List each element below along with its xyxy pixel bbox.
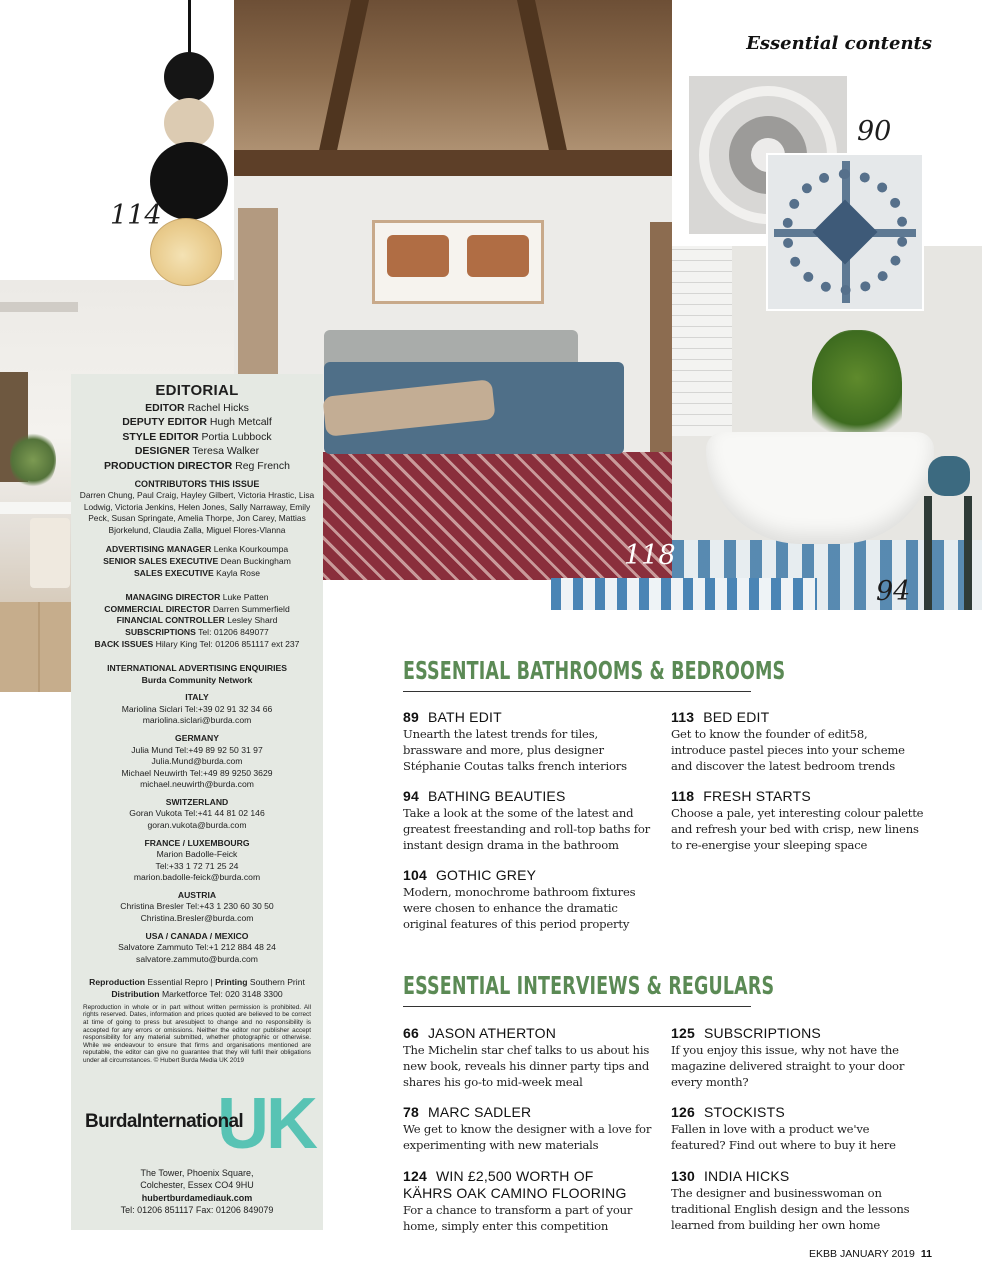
entry-title: BATH EDIT	[427, 709, 502, 725]
country-contact: Julia Mund Tel:+49 89 92 50 31 97	[131, 744, 263, 755]
page-footer	[809, 1248, 932, 1260]
country-name: GERMANY	[175, 733, 219, 744]
image-page-number-bathroom: 94	[876, 576, 911, 607]
country-contact: michael.neuwirth@burda.com	[140, 779, 254, 790]
contents-entry[interactable]	[671, 709, 929, 774]
masthead-role: ADVERTISING MANAGER Lenka Kourkoumpa	[105, 544, 289, 555]
contents-entry[interactable]	[403, 1025, 661, 1090]
entry-title: BATHING BEAUTIES	[427, 788, 566, 804]
country-contact: mariolina.siclari@burda.com	[142, 715, 252, 726]
section-divider	[403, 1006, 751, 1007]
masthead-role: STYLE EDITOR Portia Lubbock	[122, 430, 272, 443]
country-name: AUSTRIA	[177, 889, 217, 900]
intl-advertising-heading: INTERNATIONAL ADVERTISING ENQUIRIES	[107, 662, 287, 673]
blue-tile-photo	[766, 153, 924, 311]
entry-page-number: 113	[671, 709, 695, 725]
country-contact: Christina.Bresler@burda.com	[140, 913, 254, 923]
contents-entry[interactable]	[671, 788, 929, 853]
masthead-role: BACK ISSUES Hilary King Tel: 01206 851117 ext 237	[94, 638, 300, 649]
contents-entry[interactable]	[403, 709, 661, 774]
entry-description: Take a look at the some of the latest and greatest freestanding and roll-top baths for instant design drama in the bathroom	[403, 806, 650, 852]
masthead-role: SENIOR SALES EXECUTIVE Dean Buckingham	[103, 556, 291, 567]
entry-page-number: 118	[671, 788, 695, 804]
entry-page-number: 126	[671, 1104, 695, 1120]
contents-entry[interactable]	[403, 1168, 661, 1234]
entry-page-number: 66	[403, 1025, 419, 1041]
country-name: USA / CANADA / MEXICO	[145, 930, 249, 941]
masthead-role: SALES EXECUTIVE Kayla Rose	[133, 568, 261, 578]
entry-page-number: 78	[403, 1104, 419, 1120]
country-contact: Julia.Mund@burda.com	[151, 756, 243, 767]
entry-title: MARC SADLER	[427, 1104, 532, 1120]
publisher-website: hubertburdamediauk.com	[141, 1192, 253, 1203]
country-contact: Christina Bresler Tel:+43 1 230 60 30 50	[120, 901, 274, 912]
publisher-phones: Tel: 01206 851117 Fax: 01206 849079	[120, 1205, 274, 1216]
entry-page-number: 104	[403, 867, 427, 883]
entry-title: STOCKISTS	[703, 1104, 785, 1120]
masthead-role: COMMERCIAL DIRECTOR Darren Summerfield	[104, 603, 290, 614]
distribution-line: Distribution Marketforce Tel: 020 3148 3300	[111, 989, 283, 1000]
entry-description: Fallen in love with a product we've featured? Find out where to buy it here	[671, 1122, 896, 1152]
image-page-number-tiles: 90	[857, 116, 892, 147]
legal-notice: Reproduction in whole or in part without written permission is prohibited. All rights reserved. Dates, information and prices quoted are believed to be correct at time of going to press but aresubject to change and no responsibility is accepted for any errors or omissions. Neither the editor nor publisher accept responsibility for any material submitted, whether photographic or otherwise. While we endeavour to ensure that firms and organisations mentioned are reputable, the editor can give no guarantee that they will fulfil their obligations under all circumstances. © Hubert Burda Media UK 2019	[83, 1003, 311, 1065]
contents-entry[interactable]	[403, 1104, 661, 1153]
contributors-list: Darren Chung, Paul Craig, Hayley Gilbert, Victoria Hrastic, Lisa Lodwig, Victoria Jenkins, Helen Jones, Sally Narraway, Emily Peck, Susan Springate, Amelia Thorpe, Jon Carey, Mattias Bjorkelund, Claudia Zalla, Miguel Flores-Vlanna	[79, 490, 315, 535]
entry-title: SUBSCRIPTIONS	[703, 1025, 821, 1041]
country-contact: Marion Badolle-Feick	[156, 849, 238, 860]
masthead-role: DEPUTY EDITOR Hugh Metcalf	[122, 416, 272, 429]
section-title-bathrooms-bedrooms: ESSENTIAL BATHROOMS & BEDROOMS	[403, 656, 786, 685]
contents-entry[interactable]	[671, 1168, 929, 1233]
country-contact: Michael Neuwirth Tel:+49 89 9250 3629	[121, 767, 273, 778]
contents-entry[interactable]	[403, 788, 661, 853]
logo-uk: UK	[217, 1083, 315, 1164]
country-contact: goran.vukota@burda.com	[147, 820, 247, 831]
section-divider	[403, 691, 751, 692]
editorial-title: EDITORIAL	[155, 382, 239, 399]
country-contact: Mariolina Siclari Tel:+39 02 91 32 34 66	[121, 703, 273, 714]
country-contact: marion.badolle-feick@burda.com	[133, 872, 261, 883]
entry-page-number: 125	[671, 1025, 695, 1041]
entry-page-number: 94	[403, 788, 419, 804]
masthead-role: MANAGING DIRECTOR Luke Patten	[125, 591, 269, 602]
entry-description: If you enjoy this issue, why not have the magazine delivered straight to your door every month?	[671, 1043, 905, 1089]
entry-description: Modern, monochrome bathroom fixtures were chosen to enhance the dramatic original features of this period property	[403, 885, 636, 931]
masthead-role: EDITOR Rachel Hicks	[145, 402, 249, 414]
entry-title-line-2: KÄHRS OAK CAMINO FLOORING	[403, 1185, 627, 1201]
entry-title: JASON ATHERTON	[427, 1025, 557, 1041]
country-name: ITALY	[185, 692, 209, 703]
country-contact: Tel:+33 1 72 71 25 24	[155, 860, 239, 871]
entry-description: For a chance to transform a part of your home, simply enter this competition	[403, 1203, 633, 1233]
entry-title: WIN £2,500 WORTH OF	[435, 1168, 594, 1184]
masthead-role: FINANCIAL CONTROLLER Lesley Shard	[116, 615, 278, 626]
masthead-role: DESIGNER Teresa Walker	[134, 445, 260, 458]
masthead-role: SUBSCRIPTIONS Tel: 01206 849077	[125, 627, 269, 638]
entry-title: BED EDIT	[703, 709, 770, 725]
contents-entry[interactable]	[671, 1104, 929, 1153]
entry-title: INDIA HICKS	[703, 1168, 790, 1184]
image-page-number-bedroom: 118	[624, 540, 676, 571]
editorial-roles	[71, 401, 323, 473]
folio-page-number: 11	[920, 1248, 932, 1260]
entry-title: GOTHIC GREY	[435, 867, 537, 883]
section-title-interviews-regulars: ESSENTIAL INTERVIEWS & REGULARS	[403, 971, 775, 1000]
entry-description: Unearth the latest trends for tiles, brassware and more, plus designer Stéphanie Coutas talks french interiors	[403, 727, 627, 773]
issue-label: EKBB JANUARY 2019	[809, 1248, 915, 1260]
entry-description: Choose a pale, yet interesting colour palette and refresh your bed with crisp, new linens to re-energise your sleeping space	[671, 806, 924, 852]
entry-page-number: 89	[403, 709, 419, 725]
country-name: SWITZERLAND	[165, 796, 229, 807]
contents-entry[interactable]	[671, 1025, 929, 1090]
page-header-title: Essential contents	[746, 33, 932, 54]
entry-page-number: 124	[403, 1168, 427, 1184]
entry-description: We get to know the designer with a love for experimenting with new materials	[403, 1122, 652, 1152]
image-page-number-pendant: 114	[110, 200, 162, 231]
entry-page-number: 130	[671, 1168, 695, 1184]
editorial-masthead	[71, 374, 323, 1230]
publisher-address: The Tower, Phoenix Square, Colchester, Essex CO4 9HU hubertburdamediauk.com Tel: 01206 851117 Fax: 01206 849079	[71, 1167, 323, 1217]
entry-description: Get to know the founder of edit58, introduce pastel pieces into your scheme and discover the latest bedroom trends	[671, 727, 905, 773]
contents-entry[interactable]	[403, 867, 661, 932]
tile-floor-photo	[551, 578, 817, 610]
masthead-role: PRODUCTION DIRECTOR Reg French	[104, 459, 290, 472]
entry-description: The designer and businesswoman on traditional English design and the lessons learned from building her own home	[671, 1186, 910, 1232]
intl-network: Burda Community Network	[141, 674, 253, 685]
pendant-light-photo	[146, 0, 234, 286]
entry-description: The Michelin star chef talks to us about his new book, reveals his dinner party tips and shares his go-to mid-week meal	[403, 1043, 650, 1089]
repro-printing-line: Reproduction Essential Repro | Printing Southern Print	[89, 977, 305, 988]
country-contact: Goran Vukota Tel:+41 44 81 02 146	[129, 808, 265, 819]
country-contact: Salvatore Zammuto Tel:+1 212 884 48 24	[118, 942, 276, 953]
burda-international-uk-logo	[71, 1083, 323, 1164]
logo-wordmark: BurdaInternational	[85, 1110, 244, 1132]
contributors-heading: CONTRIBUTORS THIS ISSUE	[134, 479, 260, 490]
country-name: FRANCE / LUXEMBOURG	[144, 837, 250, 848]
country-contact: salvatore.zammuto@burda.com	[136, 953, 258, 964]
entry-title: FRESH STARTS	[703, 788, 811, 804]
